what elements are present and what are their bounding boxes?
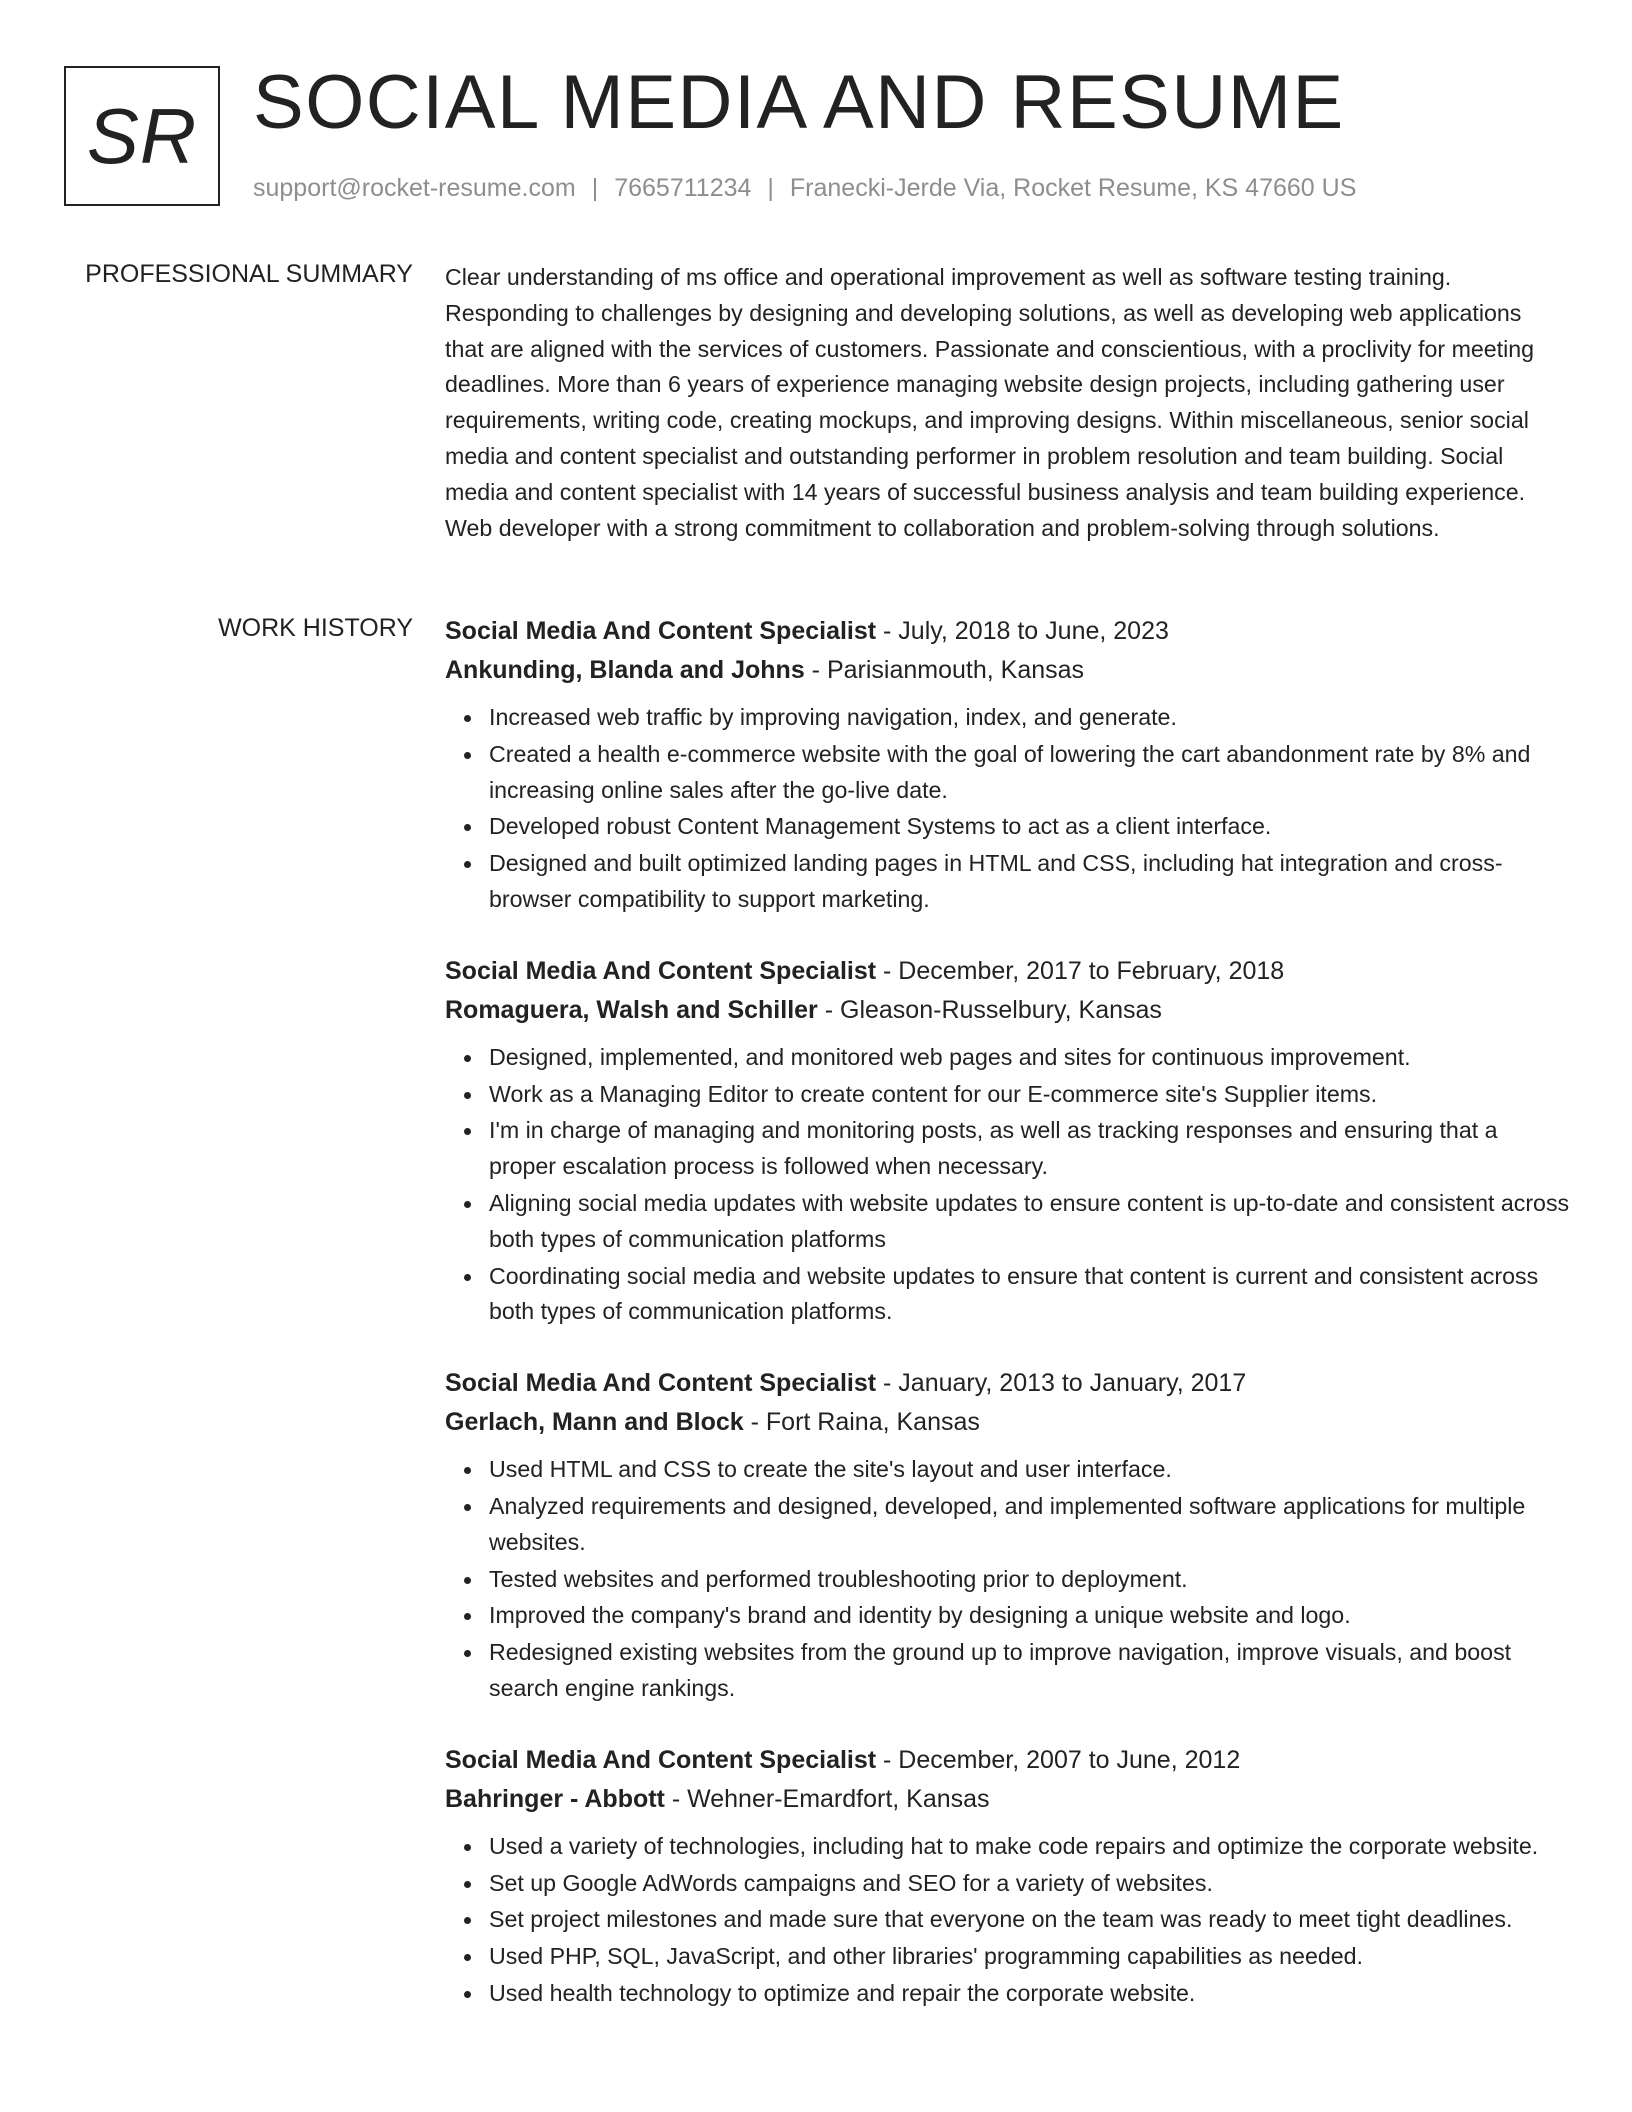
job-bullet: Used PHP, SQL, JavaScript, and other libraries' programming capabilities as needed. <box>489 1939 1570 1975</box>
job-company: Romaguera, Walsh and Schiller <box>445 995 818 1024</box>
job-bullet: I'm in charge of managing and monitoring posts, as well as tracking responses and ensuring that a proper escalation process is followed when necessary. <box>489 1113 1570 1185</box>
job-dates: - December, 2017 to February, 2018 <box>876 956 1285 985</box>
job-company-line <box>445 991 1570 1030</box>
contact-separator: | <box>591 174 599 202</box>
job-title-line <box>445 952 1570 991</box>
resume-name: SOCIAL MEDIA AND RESUME <box>253 60 1345 145</box>
job-bullet: Coordinating social media and website updates to ensure that content is current and consistent across both types of communication platforms. <box>489 1259 1570 1331</box>
job-bullet: Created a health e-commerce website with the goal of lowering the cart abandonment rate by 8% and increasing online sales after the go-live date. <box>489 737 1570 809</box>
job-company: Gerlach, Mann and Block <box>445 1408 744 1437</box>
job-dates: - December, 2007 to June, 2012 <box>876 1745 1241 1774</box>
monogram-initials: SR <box>86 91 198 180</box>
job-bullet: Used health technology to optimize and repair the corporate website. <box>489 1976 1570 2012</box>
contact-separator: | <box>767 174 774 202</box>
job-location: - Fort Raina, Kansas <box>743 1408 980 1437</box>
job-bullets <box>445 1829 1570 2012</box>
job-bullet: Aligning social media updates with website updates to ensure content is up-to-date and consistent across both types of communication platforms <box>489 1186 1570 1258</box>
professional-summary-heading: PROFESSIONAL SUMMARY <box>85 260 413 288</box>
job-title: Social Media And Content Specialist <box>445 1369 877 1398</box>
job-bullets <box>445 1040 1570 1330</box>
job-title: Social Media And Content Specialist <box>445 617 877 645</box>
job-bullet: Tested websites and performed troubleshooting prior to deployment. <box>489 1562 1570 1598</box>
job-bullet: Redesigned existing websites from the ground up to improve navigation, improve visuals, and boost search engine rankings. <box>489 1635 1570 1707</box>
job-company-line <box>445 651 1570 690</box>
job-bullet: Set project milestones and made sure that everyone on the team was ready to meet tight deadlines. <box>489 1902 1570 1938</box>
contact-phone: 7665711234 <box>614 174 752 202</box>
job-bullet: Improved the company's brand and identity by designing a unique website and logo. <box>489 1598 1570 1634</box>
job-bullet: Used HTML and CSS to create the site's layout and user interface. <box>489 1452 1570 1488</box>
job-entry <box>445 612 1570 918</box>
job-bullet: Set up Google AdWords campaigns and SEO for a variety of websites. <box>489 1866 1570 1902</box>
job-location: - Parisianmouth, Kansas <box>804 656 1085 684</box>
work-history-heading: WORK HISTORY <box>218 614 413 642</box>
job-entry <box>445 952 1570 1330</box>
job-location: - Wehner-Emardfort, Kansas <box>664 1784 990 1813</box>
job-company-line <box>445 1403 1570 1442</box>
job-dates: - July, 2018 to June, 2023 <box>876 617 1169 645</box>
job-title: Social Media And Content Specialist <box>445 1745 877 1774</box>
professional-summary-text: Clear understanding of ms office and operational improvement as well as software testing training. Responding to challenges by designing and developing solutions, as well as developing web applications that are aligned with the services of customers. Passionate and conscientious, with a proclivity for meeting deadlines. More than 6 years of experience managing website design projects, including gathering user requirements, writing code, creating mockups, and improving designs. Within miscellaneous, senior social media and content specialist and outstanding performer in problem resolution and team building. Social media and content specialist with 14 years of successful business analysis and team building experience. Web developer with a strong commitment to collaboration and problem-solving through solutions. <box>445 264 1535 541</box>
job-title-line <box>445 1741 1570 1780</box>
job-title-line <box>445 612 1570 651</box>
job-bullet: Analyzed requirements and designed, developed, and implemented software applications for multiple websites. <box>489 1489 1570 1561</box>
job-company: Bahringer - Abbott <box>445 1784 665 1813</box>
job-bullet: Designed, implemented, and monitored web pages and sites for continuous improvement. <box>489 1040 1570 1076</box>
job-bullet: Increased web traffic by improving navigation, index, and generate. <box>489 700 1570 736</box>
contact-line <box>253 172 1356 204</box>
job-company-line <box>445 1780 1570 1819</box>
job-bullet: Developed robust Content Management Systems to act as a client interface. <box>489 809 1570 845</box>
job-location: - Gleason-Russelbury, Kansas <box>817 995 1162 1024</box>
job-entry <box>445 1364 1570 1707</box>
job-company: Ankunding, Blanda and Johns <box>445 656 805 684</box>
job-title-line <box>445 1364 1570 1403</box>
job-title: Social Media And Content Specialist <box>445 956 877 985</box>
monogram-badge <box>64 66 220 206</box>
job-entry <box>445 1741 1570 2012</box>
job-bullet: Designed and built optimized landing pages in HTML and CSS, including hat integration and cross-browser compatibility to support marketing. <box>489 846 1570 918</box>
contact-address: Franecki-Jerde Via, Rocket Resume, KS 47660 US <box>789 174 1357 202</box>
job-bullets <box>445 1452 1570 1707</box>
job-bullet: Work as a Managing Editor to create content for our E-commerce site's Supplier items. <box>489 1077 1570 1113</box>
job-bullets <box>445 700 1570 918</box>
job-dates: - January, 2013 to January, 2017 <box>876 1369 1247 1398</box>
job-bullet: Used a variety of technologies, including hat to make code repairs and optimize the corporate website. <box>489 1829 1570 1865</box>
contact-email: support@rocket-resume.com <box>253 174 576 202</box>
work-history-list <box>445 612 1570 2046</box>
